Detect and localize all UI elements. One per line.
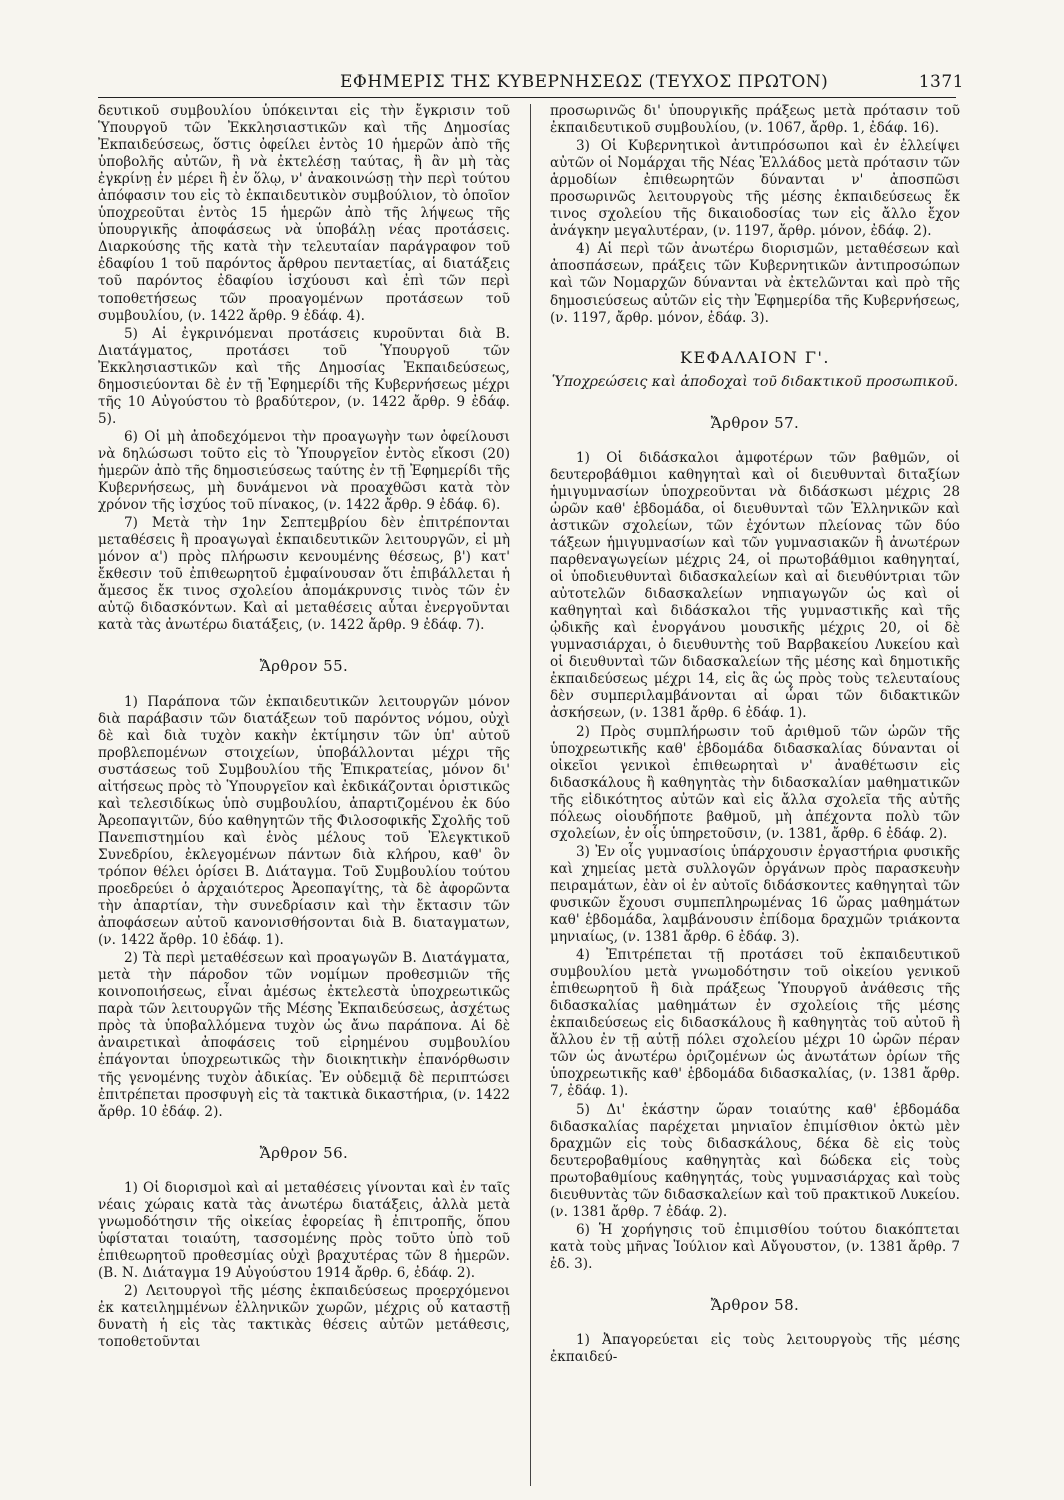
paragraph: 4) Ἐπιτρέπεται τῇ προτάσει τοῦ ἐκπαιδευτικοῦ συμβουλίου μετὰ γνωμοδότησιν τοῦ οἰκείου γενικοῦ ἐπιθεωρητοῦ ἢ διὰ πράξεως Ὑπουργοῦ ἀνάθεσις τῆς διδασκαλίας μαθημάτων ἐν σχολείοις τῆς μέσης ἐκπαιδεύσεως εἰς διδασκάλους ἢ καθηγητὰς τοῦ αὐτοῦ ἢ ἄλλου ἐν τῇ αὐτῇ πόλει σχολείου μέχρι 10 ὡρῶν πέραν τῶν ὡς ἀνωτέρω ὁριζομένων ὡς ἀνωτάτων ὁρίων τῆς ὑποχρεωτικῆς καθ' ἑβδομάδα διδασκαλίας, (ν. 1381 ἄρθρ. 7, ἐδάφ. 1).: [550, 947, 960, 1100]
chapter-heading: ΚΕΦΑΛΑΙΟΝ Γ'.: [679, 347, 831, 367]
column-divider: [530, 104, 531, 1486]
paragraph: 4) Αἱ περὶ τῶν ἀνωτέρω διορισμῶν, μεταθέσεων καὶ ἀποσπάσεων, πράξεις τῶν Κυβερνητικῶν ἀντιπροσώπων καὶ τῶν Νομαρχῶν δύνανται νὰ ἐκτελῶνται καὶ πρὸ τῆς δημοσιεύσεως αὐτῶν εἰς τὴν Ἐφημερίδα τῆς Κυβερνήσεως, (ν. 1197, ἄρθρ. μόνον, ἐδάφ. 3).: [550, 241, 960, 326]
paragraph: 2) Πρὸς συμπλήρωσιν τοῦ ἀριθμοῦ τῶν ὡρῶν τῆς ὑποχρεωτικῆς καθ' ἑβδομάδα διδασκαλίας δύνανται οἱ οἰκεῖοι γενικοὶ ἐπιθεωρηταὶ ν' ἀναθέτωσιν εἰς διδασκάλους ἢ καθηγητὰς τὴν διδασκαλίαν μαθηματικῶν τῆς εἰδικότητος αὐτῶν καὶ εἰς ἄλλα σχολεῖα τῆς αὐτῆς πόλεως οἱουδήποτε βαθμοῦ, μὴ ἀπέχοντα πολὺ τῶν σχολείων, ἐν οἷς ὑπηρετοῦσιν, (ν. 1381, ἄρθρ. 6 ἐδάφ. 2).: [550, 723, 960, 842]
paragraph: 6) Οἱ μὴ ἀποδεχόμενοι τὴν προαγωγὴν των ὀφείλουσι νὰ δηλώσωσι τοῦτο εἰς τὸ Ὑπουργεῖον ἐντὸς εἴκοσι (20) ἡμερῶν ἀπὸ τῆς δημοσιεύσεως ταύτης ἐν τῇ Ἐφημερίδι τῆς Κυβερνήσεως, μὴ δυνάμενοι νὰ προαχθῶσι κατὰ τὸν χρόνον τῆς ἰσχύος τοῦ πίνακος, (ν. 1422 ἄρθρ. 9 ἐδάφ. 6).: [98, 428, 510, 514]
paragraph: 7) Μετὰ τὴν 1ην Σεπτεμβρίου δὲν ἐπιτρέπονται μεταθέσεις ἢ προαγωγαὶ ἐκπαιδευτικῶν λειτουργῶν, εἰ μὴ μόνον α') πρὸς πλήρωσιν κενουμένης θέσεως, β') κατ' ἔκθεσιν τοῦ ἐπιθεωρητοῦ ἐμφαίνουσαν ὅτι ἐπιβάλλεται ἡ ἄμεσος ἔκ τινος σχολείου ἀπομάκρυνσις τινὸς τῶν ἐν αὐτῷ διδασκόντων. Καὶ αἱ μεταθέσεις αὗται ἐνεργοῦνται κατὰ τὰς ἀνωτέρω διατάξεις, (ν. 1422 ἄρθρ. 9 ἐδάφ. 7).: [98, 515, 510, 634]
paragraph: 6) Ἡ χορήγησις τοῦ ἐπιμισθίου τούτου διακόπτεται κατὰ τοὺς μῆνας Ἰούλιον καὶ Αὔγουστον, (ν. 1381 ἄρθρ. 7 ἐδ. 3).: [550, 1221, 960, 1272]
paragraph: 1) Οἱ διορισμοὶ καὶ αἱ μεταθέσεις γίνονται καὶ ἐν ταῖς νέαις χώραις κατὰ τὰς ἀνωτέρω διατάξεις, ἀλλὰ μετὰ γνωμοδότησιν τῆς οἰκείας ἐφορείας ἢ ἐπιτροπῆς, ὅπου ὑφίσταται τοιαύτη, τασσομένης πρὸς τοῦτο ὑπὸ τοῦ ἐπιθεωρητοῦ προθεσμίας οὐχὶ βραχυτέρας τῶν 8 ἡμερῶν. (Β. Ν. Διάταγμα 19 Αὐγούστου 1914 ἄρθρ. 6, ἐδάφ. 2).: [98, 1179, 510, 1281]
article-heading-56: Ἄρθρον 56.: [259, 1143, 349, 1162]
paragraph: 1) Οἱ διδάσκαλοι ἀμφοτέρων τῶν βαθμῶν, οἱ δευτεροβάθμιοι καθηγηταὶ καὶ οἱ διευθυνταὶ διταξίων ἡμιγυμνασίων ὑποχρεοῦνται νὰ διδάσκωσι μέχρις 28 ὡρῶν καθ' ἑβδομάδα, οἱ διευθυνταὶ τῶν Ἑλληνικῶν καὶ ἀστικῶν σχολείων, τῶν ἐχόντων πλείονας τῶν δύο τάξεων ἡμιγυμνασίων καὶ τῶν γυμνασιακῶν ἢ ἀνωτέρων παρθεναγωγείων μέχρις 24, οἱ πρωτοβάθμιοι καθηγηταί, οἱ ὑποδιευθυνταὶ διδασκαλείων καὶ αἱ διευθύντριαι τῶν αὐτοτελῶν διδασκαλείων νηπιαγωγῶν ὡς καὶ οἱ καθηγηταὶ καὶ διδάσκαλοι τῆς γυμναστικῆς καὶ τῆς ᾠδικῆς καὶ ἐνοργάνου μουσικῆς μέχρις 20, οἱ δὲ γυμνασιάρχαι, ὁ διευθυντὴς τοῦ Βαρβακείου Λυκείου καὶ οἱ διευθυνταὶ τῶν διδασκαλείων τῆς μέσης καὶ δημοτικῆς ἐκπαιδεύσεως μέχρι 14, εἰς ἃς ὡς πρὸς τοὺς τελευταίους δὲν συμπεριλαμβάνονται αἱ ὧραι τῶν διδακτικῶν ἀσκήσεων, (ν. 1381 ἄρθρ. 6 ἐδάφ. 1).: [550, 449, 960, 722]
paragraph: 5) Αἱ ἐγκρινόμεναι προτάσεις κυροῦνται διὰ Β. Διατάγματος, προτάσει τοῦ Ὑπουργοῦ τῶν Ἐκκλησιαστικῶν καὶ τῆς Δημοσίας Ἐκπαιδεύσεως, δημοσιεύονται δὲ ἐν τῇ Ἐφημερίδι τῆς Κυβερνήσεως μέχρι τῆς 10 Αὐγούστου τὸ βραδύτερον, (ν. 1422 ἄρθρ. 9 ἐδάφ. 5).: [98, 325, 510, 427]
paragraph: 3) Ἐν οἷς γυμνασίοις ὑπάρχουσιν ἐργαστήρια φυσικῆς καὶ χημείας μετὰ συλλογῶν ὀργάνων πρὸς παρασκευὴν πειραμάτων, ἐὰν οἱ ἐν αὐτοῖς διδάσκοντες καθηγηταὶ τῶν φυσικῶν ἔχουσι συμπεπληρωμένας 16 ὥρας μαθημάτων καθ' ἑβδομάδα, λαμβάνουσιν ἐπίδομα δραχμῶν τριάκοντα μηνιαίως, (ν. 1381 ἄρθρ. 6 ἐδάφ. 3).: [550, 843, 960, 946]
left-column: [98, 103, 510, 1486]
paragraph: 3) Οἱ Κυβερνητικοὶ ἀντιπρόσωποι καὶ ἐν ἐλλείψει αὐτῶν οἱ Νομάρχαι τῆς Νέας Ἑλλάδος μετὰ πρότασιν τῶν ἁρμοδίων ἐπιθεωρητῶν δύνανται ν' ἀποσπῶσι προσωρινῶς λειτουργοὺς τῆς μέσης ἐκπαιδεύσεως ἔκ τινος σχολείου τῆς δικαιοδοσίας των εἰς ἄλλο ἔχον ἀνάγκην μεγαλυτέραν, (ν. 1197, ἄρθρ. μόνον, ἐδάφ. 2).: [550, 138, 960, 240]
article-heading-55: Ἄρθρον 55.: [259, 657, 349, 676]
paragraph: 2) Λειτουργοὶ τῆς μέσης ἐκπαιδεύσεως προερχόμενοι ἐκ κατειλημμένων ἑλληνικῶν χωρῶν, μέχρις οὗ καταστῇ δυνατὴ ἡ εἰς τὰς τακτικὰς θέσεις αὐτῶν μετάθεσις, τοποθετοῦνται: [98, 1283, 510, 1351]
header-title: ΕΦΗΜΕΡΙΣ ΤΗΣ ΚΥΒΕΡΝΗΣΕΩΣ (ΤΕΥΧΟΣ ΠΡΩΤΟΝ): [340, 72, 829, 92]
paragraph: 2) Τὰ περὶ μεταθέσεων καὶ προαγωγῶν Β. Διατάγματα, μετὰ τὴν πάροδον τῶν νομίμων προθεσμιῶν τῆς κοινοποιήσεως, εἶναι ἀμέσως ἐκτελεστὰ ὑποχρεωτικῶς παρὰ τῶν λειτουργῶν τῆς Μέσης Ἐκπαιδεύσεως, ἀσχέτως πρὸς τὰ ὑποβαλλόμενα τυχὸν ὡς ἄνω παράπονα. Αἱ δὲ ἀναιρετικαὶ ἀποφάσεις τοῦ εἰρημένου συμβουλίου ἐπάγονται ὑποχρεωτικῶς τὴν διοικητικὴν ἐπανόρθωσιν τῆς γενομένης τυχὸν ἀδικίας. Ἐν οὐδεμιᾷ δὲ περιπτώσει ἐπιτρέπεται προσφυγὴ εἰς τὰ τακτικὰ δικαστήρια, (ν. 1422 ἄρθρ. 10 ἐδάφ. 2).: [98, 950, 510, 1120]
paragraph: 5) Δι' ἑκάστην ὥραν τοιαύτης καθ' ἑβδομάδα διδασκαλίας παρέχεται μηνιαῖον ἐπιμίσθιον ὀκτὼ μὲν δραχμῶν εἰς τοὺς διδασκάλους, δέκα δὲ εἰς τοὺς δευτεροβαθμίους καθηγητὰς καὶ δώδεκα εἰς τοὺς πρωτοβαθμίους καθηγητάς, τοὺς γυμνασιάρχας καὶ τοὺς διευθυντὰς τῶν διδασκαλείων καὶ τοῦ πρακτικοῦ Λυκείου. (ν. 1381 ἄρθρ. 7 ἐδάφ. 2).: [550, 1101, 960, 1220]
chapter-subtitle: Ὑποχρεώσεις καὶ ἀποδοχαὶ τοῦ διδακτικοῦ προσωπικοῦ.: [551, 373, 959, 390]
right-column: [550, 103, 960, 1486]
paragraph: δευτικοῦ συμβουλίου ὑπόκεινται εἰς τὴν ἔγκρισιν τοῦ Ὑπουργοῦ τῶν Ἐκκλησιαστικῶν καὶ τῆς Δημοσίας Ἐκπαιδεύσεως, ὅστις ὀφείλει ἐντὸς 10 ἡμερῶν ἀπὸ τῆς ὑποβολῆς αὐτῶν, ἢ νὰ ἐκτελέσῃ ταύτας, ἢ ἂν μὴ τὰς ἐγκρίνῃ ἐν μέρει ἢ ἐν ὅλῳ, ν' ἀνακοινώσῃ τὴν περὶ τούτου ἀπόφασιν του εἰς τὸ ἐκπαιδευτικὸν συμβούλιον, τὸ ὁποῖον ὑποχρεοῦται ἐντὸς 15 ἡμερῶν ἀπὸ τῆς λήψεως τῆς ὑπουργικῆς ἀποφάσεως νὰ ὑποβάλῃ νέας προτάσεις. Διαρκούσης τῆς κατὰ τὴν τελευταίαν παράγραφον τοῦ ἐδαφίου 1 τοῦ παρόντος ἄρθρου πενταετίας, αἱ διατάξεις τοῦ παρόντος ἐδαφίου ἰσχύουσι καὶ ἐπὶ τῶν περὶ τοποθετήσεως τῶν προαγομένων προτάσεων τοῦ συμβουλίου, (ν. 1422 ἄρθρ. 9 ἐδάφ. 4).: [98, 103, 510, 324]
paragraph: 1) Παράπονα τῶν ἐκπαιδευτικῶν λειτουργῶν μόνον διὰ παράβασιν τῶν διατάξεων τοῦ παρόντος νόμου, οὐχὶ δὲ καὶ διὰ τυχὸν κακὴν ἐκτίμησιν τῶν ὑπ' αὐτοῦ προβλεπομένων στοιχείων, ὑποβάλλονται μέχρι τῆς συστάσεως τοῦ Συμβουλίου τῆς Ἐπικρατείας, μόνον δι' αἰτήσεως πρὸς τὸ Ὑπουργεῖον καὶ ἐκδικάζονται ὁριστικῶς καὶ τελεσιδίκως ὑπὸ συμβουλίου, ἀπαρτιζομένου ἐκ δύο Ἀρεοπαγιτῶν, δύο καθηγητῶν τῆς Φιλοσοφικῆς Σχολῆς τοῦ Πανεπιστημίου καὶ ἑνὸς μέλους τοῦ Ἐλεγκτικοῦ Συνεδρίου, ἐκλεγομένων πάντων διὰ κλήρου, καθ' ὃν τρόπον θέλει ὁρίσει Β. Διάταγμα. Τοῦ Συμβουλίου τούτου προεδρεύει ὁ ἀρχαιότερος Ἀρεοπαγίτης, τὰ δὲ ἀφορῶντα τὴν ἀπαρτίαν, τὴν συνεδρίασιν καὶ τὴν ἔκτασιν τῶν ἀποφάσεων αὐτοῦ κανονισθήσονται διὰ Β. διαταγματων, (ν. 1422 ἄρθρ. 10 ἐδάφ. 1).: [98, 693, 510, 949]
header-rule: [98, 97, 956, 98]
paragraph: προσωρινῶς δι' ὑπουργικῆς πράξεως μετὰ πρότασιν τοῦ ἐκπαιδευτικοῦ συμβουλίου, (ν. 1067, ἄρθρ. 1, ἐδάφ. 16).: [550, 103, 960, 137]
page-number: 1371: [918, 72, 964, 92]
paragraph: 1) Ἀπαγορεύεται εἰς τοὺς λειτουργοὺς τῆς μέσης ἐκπαιδεύ-: [550, 1332, 960, 1366]
article-heading-57: Ἄρθρον 57.: [710, 413, 800, 432]
article-heading-58: Ἄρθρον 58.: [710, 1296, 800, 1314]
